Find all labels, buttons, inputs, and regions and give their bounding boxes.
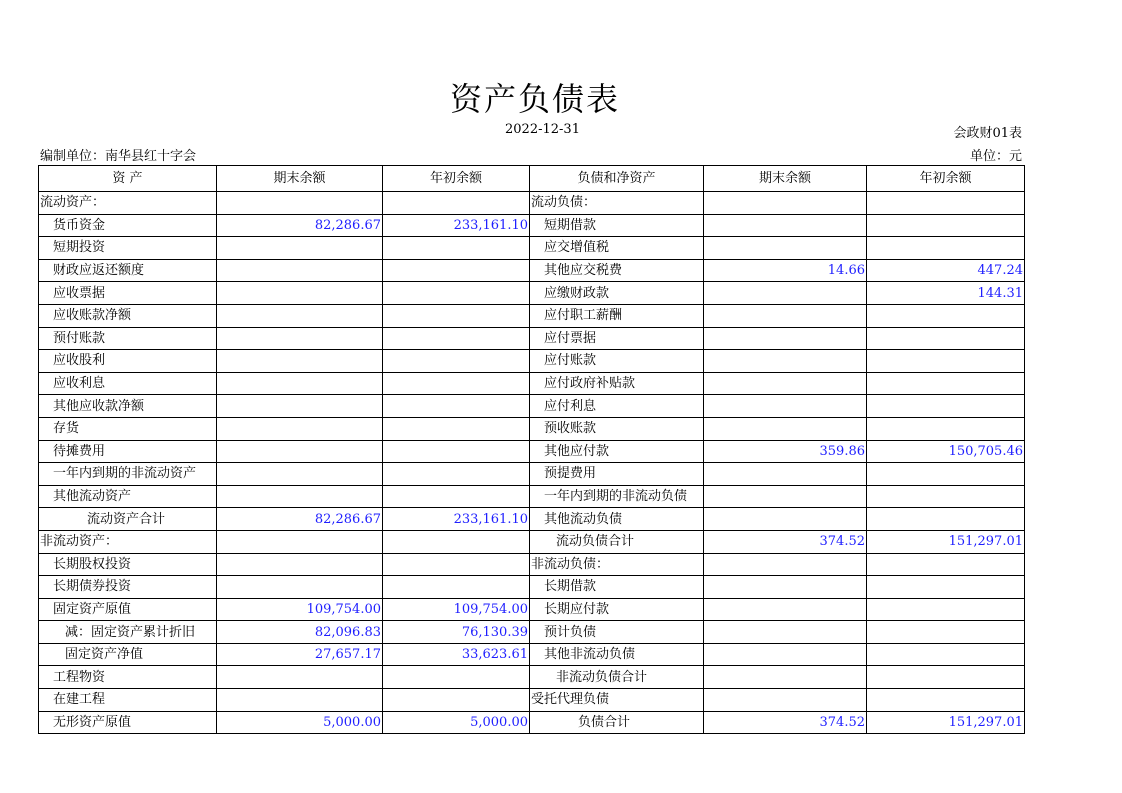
liability-name: 预计负债	[530, 621, 704, 644]
asset-begin-balance	[383, 350, 530, 373]
liability-end-balance	[704, 417, 867, 440]
asset-name: 存货	[39, 417, 217, 440]
asset-name: 在建工程	[39, 689, 217, 712]
asset-name: 应收利息	[39, 372, 217, 395]
asset-begin-balance	[383, 576, 530, 599]
balance-sheet-table	[38, 165, 1025, 734]
report-date: 2022-12-31	[505, 122, 580, 137]
liability-name: 应付职工薪酬	[530, 304, 704, 327]
liability-end-balance	[704, 282, 867, 305]
table-row	[39, 711, 1025, 734]
asset-name: 减：固定资产累计折旧	[39, 621, 217, 644]
liability-end-balance	[704, 553, 867, 576]
asset-end-balance	[217, 304, 383, 327]
liability-end-balance	[704, 237, 867, 260]
liability-begin-balance	[867, 666, 1025, 689]
liability-name: 受托代理负债	[530, 689, 704, 712]
liability-end-balance	[704, 372, 867, 395]
asset-end-balance	[217, 395, 383, 418]
asset-name: 应收股利	[39, 350, 217, 373]
liability-name: 长期应付款	[530, 598, 704, 621]
asset-end-balance	[217, 237, 383, 260]
table-row	[39, 327, 1025, 350]
liability-begin-balance	[867, 553, 1025, 576]
asset-end-balance	[217, 485, 383, 508]
asset-begin-balance	[383, 666, 530, 689]
asset-name: 待摊费用	[39, 440, 217, 463]
liability-end-balance	[704, 304, 867, 327]
table-row	[39, 440, 1025, 463]
asset-begin-balance: 33,623.61	[383, 643, 530, 666]
table-row	[39, 598, 1025, 621]
liability-name: 应付利息	[530, 395, 704, 418]
table-row	[39, 214, 1025, 237]
asset-end-balance	[217, 530, 383, 553]
table-row	[39, 192, 1025, 215]
liability-name: 流动负债合计	[530, 530, 704, 553]
asset-name: 固定资产净值	[39, 643, 217, 666]
asset-begin-balance	[383, 440, 530, 463]
asset-end-balance	[217, 327, 383, 350]
asset-end-balance	[217, 192, 383, 215]
liability-name: 长期借款	[530, 576, 704, 599]
liability-end-balance: 359.86	[704, 440, 867, 463]
asset-end-balance: 109,754.00	[217, 598, 383, 621]
liability-begin-balance	[867, 463, 1025, 486]
liability-name: 其他应交税费	[530, 259, 704, 282]
liability-end-balance	[704, 350, 867, 373]
liability-name: 流动负债：	[530, 192, 704, 215]
asset-begin-balance: 233,161.10	[383, 508, 530, 531]
asset-end-balance	[217, 440, 383, 463]
liability-name: 非流动负债合计	[530, 666, 704, 689]
liability-name: 其他流动负债	[530, 508, 704, 531]
table-row	[39, 553, 1025, 576]
table-row	[39, 417, 1025, 440]
liability-name: 应缴财政款	[530, 282, 704, 305]
table-row	[39, 576, 1025, 599]
liability-begin-balance: 151,297.01	[867, 711, 1025, 734]
asset-name: 其他应收款净额	[39, 395, 217, 418]
liability-begin-balance	[867, 192, 1025, 215]
table-row	[39, 530, 1025, 553]
asset-begin-balance	[383, 463, 530, 486]
table-row	[39, 304, 1025, 327]
header-liabilities: 负债和净资产	[530, 166, 704, 192]
table-row	[39, 282, 1025, 305]
page-title: 资产负债表	[449, 80, 620, 118]
liability-begin-balance: 150,705.46	[867, 440, 1025, 463]
asset-end-balance	[217, 553, 383, 576]
asset-end-balance: 82,286.67	[217, 214, 383, 237]
asset-begin-balance	[383, 259, 530, 282]
liability-name: 负债合计	[530, 711, 704, 734]
liability-name: 其他应付款	[530, 440, 704, 463]
liability-begin-balance	[867, 214, 1025, 237]
header-assets: 资 产	[39, 166, 217, 192]
asset-end-balance	[217, 417, 383, 440]
table-row	[39, 259, 1025, 282]
asset-end-balance	[217, 463, 383, 486]
reporting-organization: 编制单位：南华县红十字会	[40, 149, 197, 164]
liability-begin-balance: 447.24	[867, 259, 1025, 282]
table-row	[39, 485, 1025, 508]
header-liabilities-end-balance: 期末余额	[704, 166, 867, 192]
liability-begin-balance: 144.31	[867, 282, 1025, 305]
table-row	[39, 237, 1025, 260]
asset-begin-balance	[383, 372, 530, 395]
liability-name: 其他非流动负债	[530, 643, 704, 666]
liability-begin-balance	[867, 372, 1025, 395]
liability-begin-balance	[867, 689, 1025, 712]
asset-end-balance	[217, 689, 383, 712]
asset-end-balance: 27,657.17	[217, 643, 383, 666]
liability-end-balance	[704, 485, 867, 508]
asset-end-balance	[217, 372, 383, 395]
asset-end-balance	[217, 350, 383, 373]
liability-end-balance: 374.52	[704, 711, 867, 734]
asset-end-balance	[217, 666, 383, 689]
asset-name: 财政应返还额度	[39, 259, 217, 282]
liability-name: 非流动负债：	[530, 553, 704, 576]
asset-name: 其他流动资产	[39, 485, 217, 508]
table-row	[39, 395, 1025, 418]
asset-begin-balance	[383, 417, 530, 440]
liability-begin-balance	[867, 621, 1025, 644]
asset-name: 流动资产合计	[39, 508, 217, 531]
asset-name: 货币资金	[39, 214, 217, 237]
table-row	[39, 508, 1025, 531]
liability-end-balance	[704, 689, 867, 712]
liability-end-balance	[704, 643, 867, 666]
header-liabilities-begin-balance: 年初余额	[867, 166, 1025, 192]
asset-end-balance	[217, 576, 383, 599]
asset-begin-balance	[383, 192, 530, 215]
liability-end-balance	[704, 214, 867, 237]
header-assets-begin-balance: 年初余额	[383, 166, 530, 192]
table-row	[39, 666, 1025, 689]
liability-begin-balance	[867, 304, 1025, 327]
table-row	[39, 621, 1025, 644]
asset-begin-balance: 109,754.00	[383, 598, 530, 621]
table-row	[39, 350, 1025, 373]
asset-begin-balance: 233,161.10	[383, 214, 530, 237]
liability-name: 预收账款	[530, 417, 704, 440]
asset-begin-balance	[383, 237, 530, 260]
liability-begin-balance	[867, 508, 1025, 531]
liability-end-balance	[704, 576, 867, 599]
asset-name: 短期投资	[39, 237, 217, 260]
liability-end-balance	[704, 508, 867, 531]
asset-begin-balance	[383, 689, 530, 712]
liability-end-balance	[704, 192, 867, 215]
asset-end-balance: 82,286.67	[217, 508, 383, 531]
liability-begin-balance	[867, 350, 1025, 373]
liability-name: 预提费用	[530, 463, 704, 486]
asset-name: 一年内到期的非流动资产	[39, 463, 217, 486]
asset-name: 长期债券投资	[39, 576, 217, 599]
liability-end-balance	[704, 598, 867, 621]
asset-name: 非流动资产：	[39, 530, 217, 553]
liability-name: 应付票据	[530, 327, 704, 350]
form-number: 会政财01表	[953, 126, 1022, 141]
asset-name: 固定资产原值	[39, 598, 217, 621]
liability-name: 应付账款	[530, 350, 704, 373]
asset-begin-balance	[383, 304, 530, 327]
liability-begin-balance	[867, 576, 1025, 599]
asset-name: 应收票据	[39, 282, 217, 305]
liability-end-balance: 14.66	[704, 259, 867, 282]
table-header-row	[39, 166, 1025, 192]
table-row	[39, 463, 1025, 486]
liability-name: 短期借款	[530, 214, 704, 237]
liability-begin-balance	[867, 395, 1025, 418]
asset-name: 无形资产原值	[39, 711, 217, 734]
liability-end-balance	[704, 463, 867, 486]
asset-begin-balance	[383, 395, 530, 418]
asset-begin-balance	[383, 282, 530, 305]
liability-begin-balance	[867, 643, 1025, 666]
liability-name: 应付政府补贴款	[530, 372, 704, 395]
asset-begin-balance	[383, 485, 530, 508]
liability-end-balance	[704, 666, 867, 689]
asset-begin-balance	[383, 327, 530, 350]
table-row	[39, 372, 1025, 395]
asset-end-balance: 82,096.83	[217, 621, 383, 644]
liability-begin-balance	[867, 237, 1025, 260]
liability-end-balance	[704, 395, 867, 418]
liability-begin-balance	[867, 598, 1025, 621]
liability-end-balance	[704, 621, 867, 644]
asset-begin-balance: 5,000.00	[383, 711, 530, 734]
asset-name: 工程物资	[39, 666, 217, 689]
asset-name: 应收账款净额	[39, 304, 217, 327]
asset-begin-balance: 76,130.39	[383, 621, 530, 644]
asset-begin-balance	[383, 553, 530, 576]
asset-name: 流动资产：	[39, 192, 217, 215]
liability-name: 应交增值税	[530, 237, 704, 260]
liability-end-balance: 374.52	[704, 530, 867, 553]
table-row	[39, 643, 1025, 666]
asset-end-balance	[217, 282, 383, 305]
liability-begin-balance	[867, 485, 1025, 508]
liability-name: 一年内到期的非流动负债	[530, 485, 704, 508]
asset-name: 预付账款	[39, 327, 217, 350]
liability-end-balance	[704, 327, 867, 350]
liability-begin-balance: 151,297.01	[867, 530, 1025, 553]
asset-end-balance	[217, 259, 383, 282]
currency-unit: 单位：元	[969, 149, 1022, 164]
asset-end-balance: 5,000.00	[217, 711, 383, 734]
liability-begin-balance	[867, 327, 1025, 350]
asset-begin-balance	[383, 530, 530, 553]
liability-begin-balance	[867, 417, 1025, 440]
header-assets-end-balance: 期末余额	[217, 166, 383, 192]
table-row	[39, 689, 1025, 712]
asset-name: 长期股权投资	[39, 553, 217, 576]
